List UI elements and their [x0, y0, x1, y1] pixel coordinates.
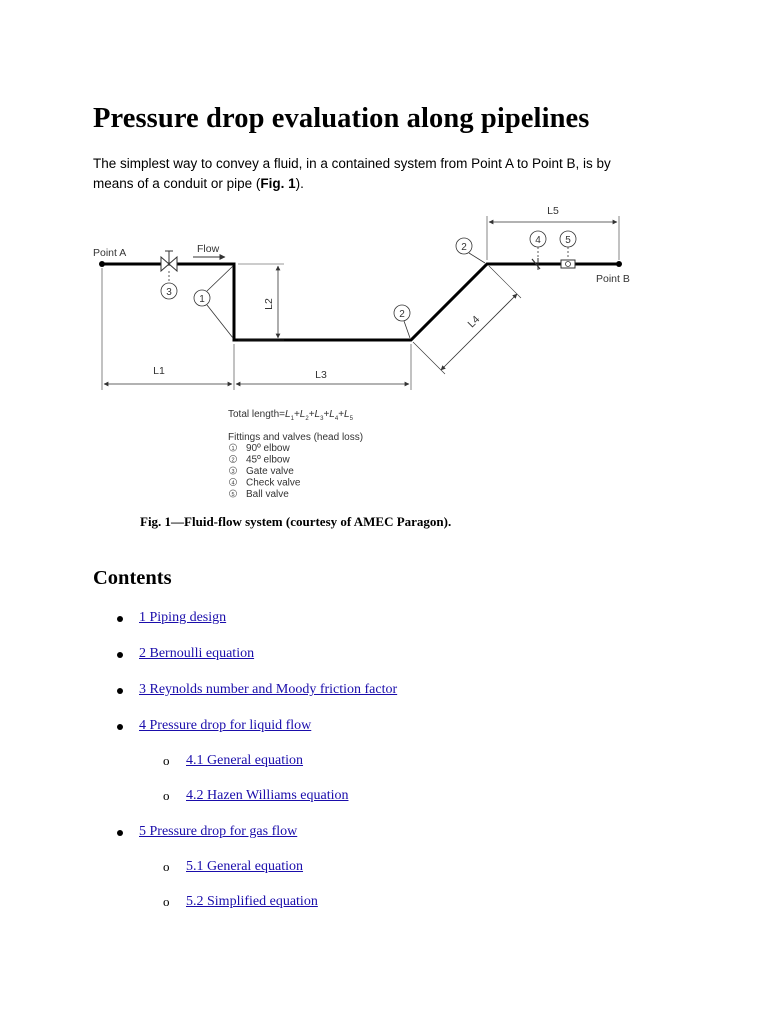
- marker-1-leader-bottom: [207, 305, 233, 338]
- figure-caption: Fig. 1—Fluid-flow system (courtesy of AMEC Paragon).: [140, 514, 452, 529]
- marker-2-lower-leader: [404, 321, 410, 338]
- bullet-icon: [117, 830, 123, 836]
- legend-label: Check valve: [246, 477, 301, 489]
- l4-label: L4: [465, 313, 483, 331]
- page-title: Pressure drop evaluation along pipelines: [93, 103, 590, 134]
- legend-marker-number: 1: [231, 445, 235, 452]
- marker-4-label: 4: [535, 235, 541, 246]
- sub-2: 2: [305, 416, 309, 422]
- legend-label: Ball valve: [246, 489, 289, 500]
- piping-diagram: [88, 200, 648, 505]
- intro-line-1: The simplest way to convey a fluid, in a contained system from Point A to Point B, is by: [93, 156, 611, 171]
- flow-label: Flow: [197, 243, 220, 255]
- sub-4: 4: [334, 416, 339, 422]
- sub-bullet-icon: o: [163, 753, 170, 768]
- l1-label: L1: [153, 365, 165, 377]
- marker-1-leader-top: [207, 266, 233, 291]
- point-a-label: Point A: [93, 247, 127, 259]
- point-b-label: Point B: [596, 273, 630, 285]
- toc-link-simplified-equation[interactable]: 5.2 Simplified equation: [186, 894, 318, 909]
- contents-heading: Contents: [93, 567, 172, 589]
- sub-bullet-icon: o: [163, 859, 170, 874]
- l4-dimension-line: [441, 294, 517, 370]
- sub-bullet-icon: o: [163, 788, 170, 803]
- l2-label: L2: [263, 298, 275, 310]
- marker-1-label: 1: [199, 294, 205, 305]
- sub-1: 1: [290, 416, 294, 422]
- legend-marker-number: 2: [231, 457, 235, 464]
- legend-label: 45º elbow: [246, 454, 290, 466]
- toc-link-hazen-williams[interactable]: 4.2 Hazen Williams equation: [186, 788, 349, 803]
- toc-link-bernoulli-equation[interactable]: 2 Bernoulli equation: [139, 646, 255, 661]
- legend-label: Gate valve: [246, 466, 294, 477]
- pipe-line: [102, 264, 619, 340]
- toc-link-liquid-flow[interactable]: 4 Pressure drop for liquid flow: [139, 718, 312, 733]
- term-l2: +L: [293, 409, 306, 420]
- total-length-formula: [228, 409, 354, 422]
- sub-bullet-icon: o: [163, 894, 170, 909]
- intro-line-2-end: ).: [295, 176, 304, 191]
- legend-label: 90º elbow: [246, 443, 290, 454]
- toc-link-gas-flow[interactable]: 5 Pressure drop for gas flow: [139, 824, 298, 839]
- intro-paragraph: [93, 154, 673, 194]
- intro-line-2-text: means of a conduit or pipe (: [93, 176, 261, 191]
- marker-2-upper-label: 2: [461, 242, 467, 253]
- fluid-flow-figure: [88, 200, 648, 505]
- marker-3-label: 3: [166, 287, 172, 298]
- bullet-icon: [117, 724, 123, 730]
- l5-label: L5: [547, 205, 559, 217]
- legend-list: [229, 443, 301, 500]
- point-a-dot: [99, 261, 105, 267]
- term-l5: +L: [338, 409, 350, 420]
- l4-ext-top: [489, 266, 521, 298]
- sub-3: 3: [320, 416, 324, 422]
- legend-marker-number: 5: [231, 491, 235, 498]
- l4-ext-bottom: [413, 342, 445, 374]
- gate-valve-icon: [161, 251, 177, 282]
- l3-label: L3: [315, 369, 327, 381]
- figure-reference: Fig. 1: [260, 176, 296, 191]
- bullet-icon: [117, 652, 123, 658]
- legend-title: Fittings and valves (head loss): [228, 432, 364, 443]
- toc-link-reynolds-number[interactable]: 3 Reynolds number and Moody friction factor: [139, 682, 398, 697]
- intro-line-2: [93, 174, 673, 194]
- marker-5-label: 5: [565, 235, 571, 246]
- toc-link-liquid-general-equation[interactable]: 4.1 General equation: [186, 753, 304, 768]
- legend-marker-number: 4: [231, 480, 235, 487]
- term-l4: +L: [323, 409, 335, 420]
- term-l1: L: [285, 409, 291, 420]
- toc-link-piping-design[interactable]: 1 Piping design: [139, 610, 227, 625]
- toc-link-gas-general-equation[interactable]: 5.1 General equation: [186, 859, 304, 874]
- bullet-icon: [117, 616, 123, 622]
- marker-2-lower-label: 2: [399, 309, 405, 320]
- sub-5: 5: [349, 416, 353, 422]
- total-length-prefix: Total length=: [228, 409, 285, 420]
- ball-valve-icon: [561, 260, 575, 268]
- marker-2-upper-leader: [469, 253, 485, 263]
- point-b-dot: [616, 261, 622, 267]
- legend-marker-number: 3: [231, 468, 235, 475]
- term-l3: +L: [308, 409, 321, 420]
- bullet-icon: [117, 688, 123, 694]
